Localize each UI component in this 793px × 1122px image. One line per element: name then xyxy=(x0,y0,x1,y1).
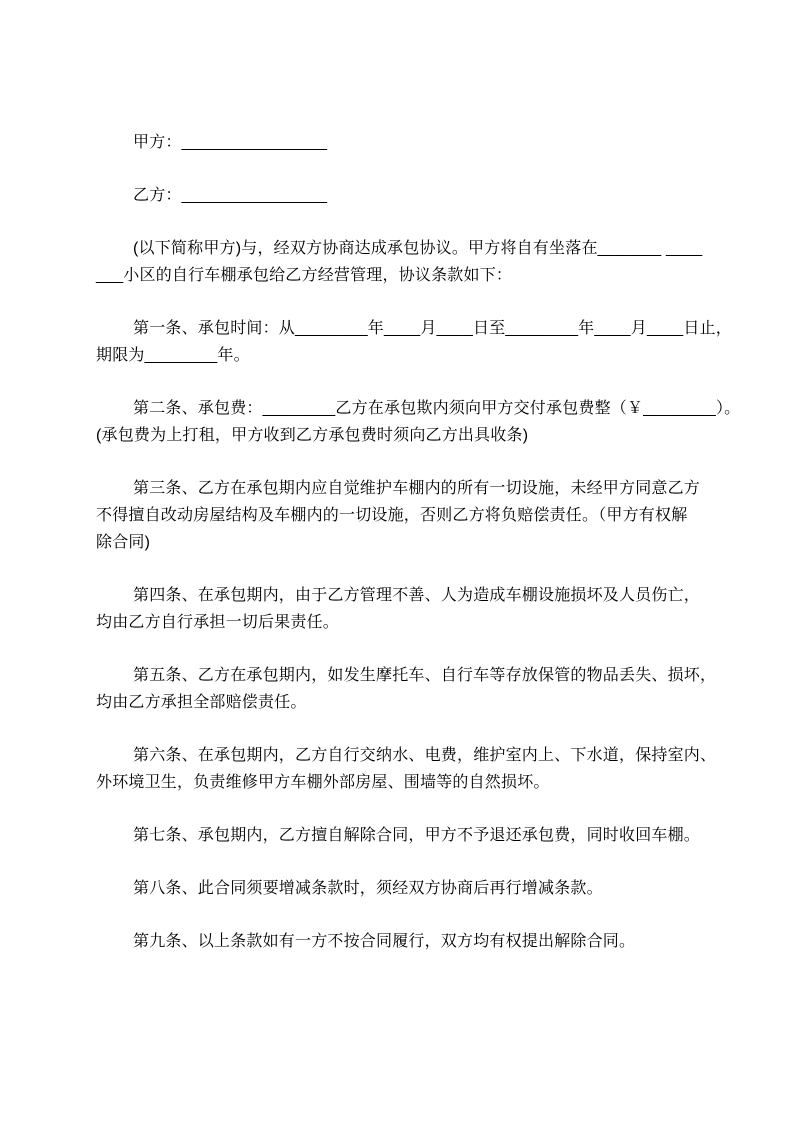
paragraph-line: ___小区的自行车棚承包给乙方经营管理，协议条款如下： xyxy=(96,267,513,284)
paragraph xyxy=(96,875,696,902)
paragraph-line: 均由乙方自行承担一切后果责任。 xyxy=(96,614,340,631)
paragraph-line: 均由乙方承担全部赔偿责任。 xyxy=(96,694,307,711)
paragraph-first-line: 第一条、承包时间：从________年____月____日至________年____月____日止， xyxy=(133,320,732,337)
paragraph-first-line: (以下简称甲方)与，经双方协商达成承包协议。甲方将自有坐落在_______ ____ xyxy=(133,240,703,257)
paragraph-first-line: 第八条、此合同须要增减条款时，须经双方协商后再行增减条款。 xyxy=(133,880,603,897)
paragraph xyxy=(96,235,703,289)
paragraph-first-line: 第九条、以上条款如有一方不按合同履行，双方均有权提出解除合同。 xyxy=(133,933,636,950)
paragraph xyxy=(96,129,696,156)
paragraph-first-line: 第四条、在承包期内，由于乙方管理不善、人为造成车棚设施损坏及人员伤亡， xyxy=(133,587,701,604)
paragraph xyxy=(96,395,741,449)
paragraph-line: 不得擅自改动房屋结构及车棚内的一切设施，否则乙方将负赔偿责任。（甲方有权解 xyxy=(96,507,688,524)
paragraph-first-line: 第二条、承包费：________乙方在承包欺内须向甲方交付承包费整（￥________）。 xyxy=(133,400,741,417)
paragraph xyxy=(96,822,701,849)
paragraph-first-line: 乙方：________________ xyxy=(133,187,328,204)
paragraph-line: 期限为________年。 xyxy=(96,347,250,364)
paragraph-first-line: 第三条、乙方在承包期内应自觉维护车棚内的所有一切设施，未经甲方同意乙方 xyxy=(133,480,701,497)
paragraph-first-line: 第六条、在承包期内，乙方自行交纳水、电费，维护室内上、下水道，保持室内、 xyxy=(133,747,717,764)
paragraph-first-line: 第七条、承包期内，乙方擅自解除合同，甲方不予退还承包费，同时收回车棚。 xyxy=(133,827,701,844)
paragraph-line: (承包费为上打租，甲方收到乙方承包费时须向乙方出具收条) xyxy=(96,427,529,444)
paragraph xyxy=(96,928,696,955)
paragraph xyxy=(96,182,696,209)
paragraph xyxy=(96,662,717,716)
paragraph-line: 除合同) xyxy=(96,534,151,551)
paragraph xyxy=(96,582,701,636)
paragraph xyxy=(96,315,732,369)
paragraph-first-line: 甲方：________________ xyxy=(133,134,328,151)
paragraph-line: 外环境卫生，负责维修甲方车棚外部房屋、围墙等的自然损坏。 xyxy=(96,774,550,791)
paragraph xyxy=(96,742,717,796)
paragraph-first-line: 第五条、乙方在承包期内，如发生摩托车、自行车等存放保管的物品丢失、损坏， xyxy=(133,667,717,684)
paragraph xyxy=(96,475,701,556)
